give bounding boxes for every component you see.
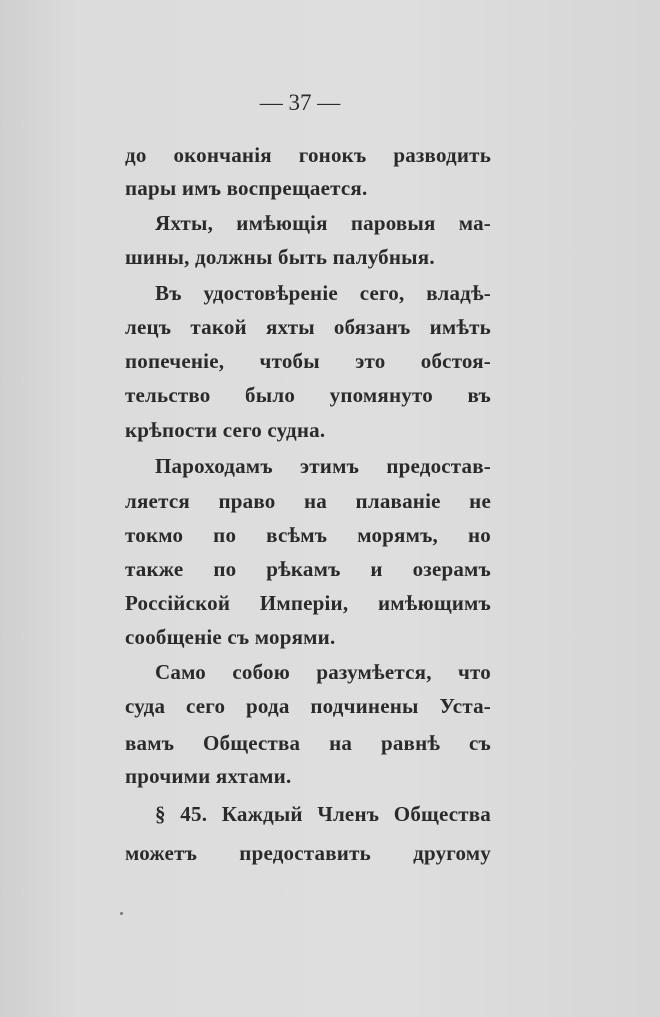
text-line: тельство было упомянуто въ xyxy=(125,383,491,407)
text-line: Россійской Имперіи, имѣющимъ xyxy=(125,591,491,615)
text-line: ляется право на плаваніе не xyxy=(125,489,491,513)
text-line: Въ удостовѣреніе сего, владѣ- xyxy=(155,281,491,305)
text-line: сообщеніе съ морями. xyxy=(125,625,336,649)
text-line: Яхты, имѣющія паровыя ма- xyxy=(155,211,491,235)
text-line: шины, должны быть палубныя. xyxy=(125,245,435,269)
text-line: вамъ Общества на равнѣ съ xyxy=(125,731,491,755)
text-line: суда сего рода подчинены Уста- xyxy=(125,694,491,718)
text-line: Пароходамъ этимъ предостав- xyxy=(155,454,491,478)
text-line: также по рѣкамъ и озерамъ xyxy=(125,557,491,581)
text-line: прочими яхтами. xyxy=(125,764,292,788)
text-line: можетъ предоставить другому xyxy=(125,841,491,865)
section-heading-line: § 45. Каждый Членъ Общества xyxy=(155,802,491,826)
text-line: до окончанія гонокъ разводить xyxy=(125,143,491,167)
text-line: Само собою разумѣется, что xyxy=(155,660,491,684)
text-line: лецъ такой яхты обязанъ имѣть xyxy=(125,315,491,339)
text-line: токмо по всѣмъ морямъ, но xyxy=(125,523,491,547)
text-line: попеченіе, чтобы это обстоя- xyxy=(125,349,491,373)
text-line: пары имъ воспрещается. xyxy=(125,176,368,200)
page-number: — 37 — xyxy=(259,90,341,115)
text-line: крѣпости сего судна. xyxy=(125,418,326,442)
ink-speck xyxy=(120,912,123,915)
